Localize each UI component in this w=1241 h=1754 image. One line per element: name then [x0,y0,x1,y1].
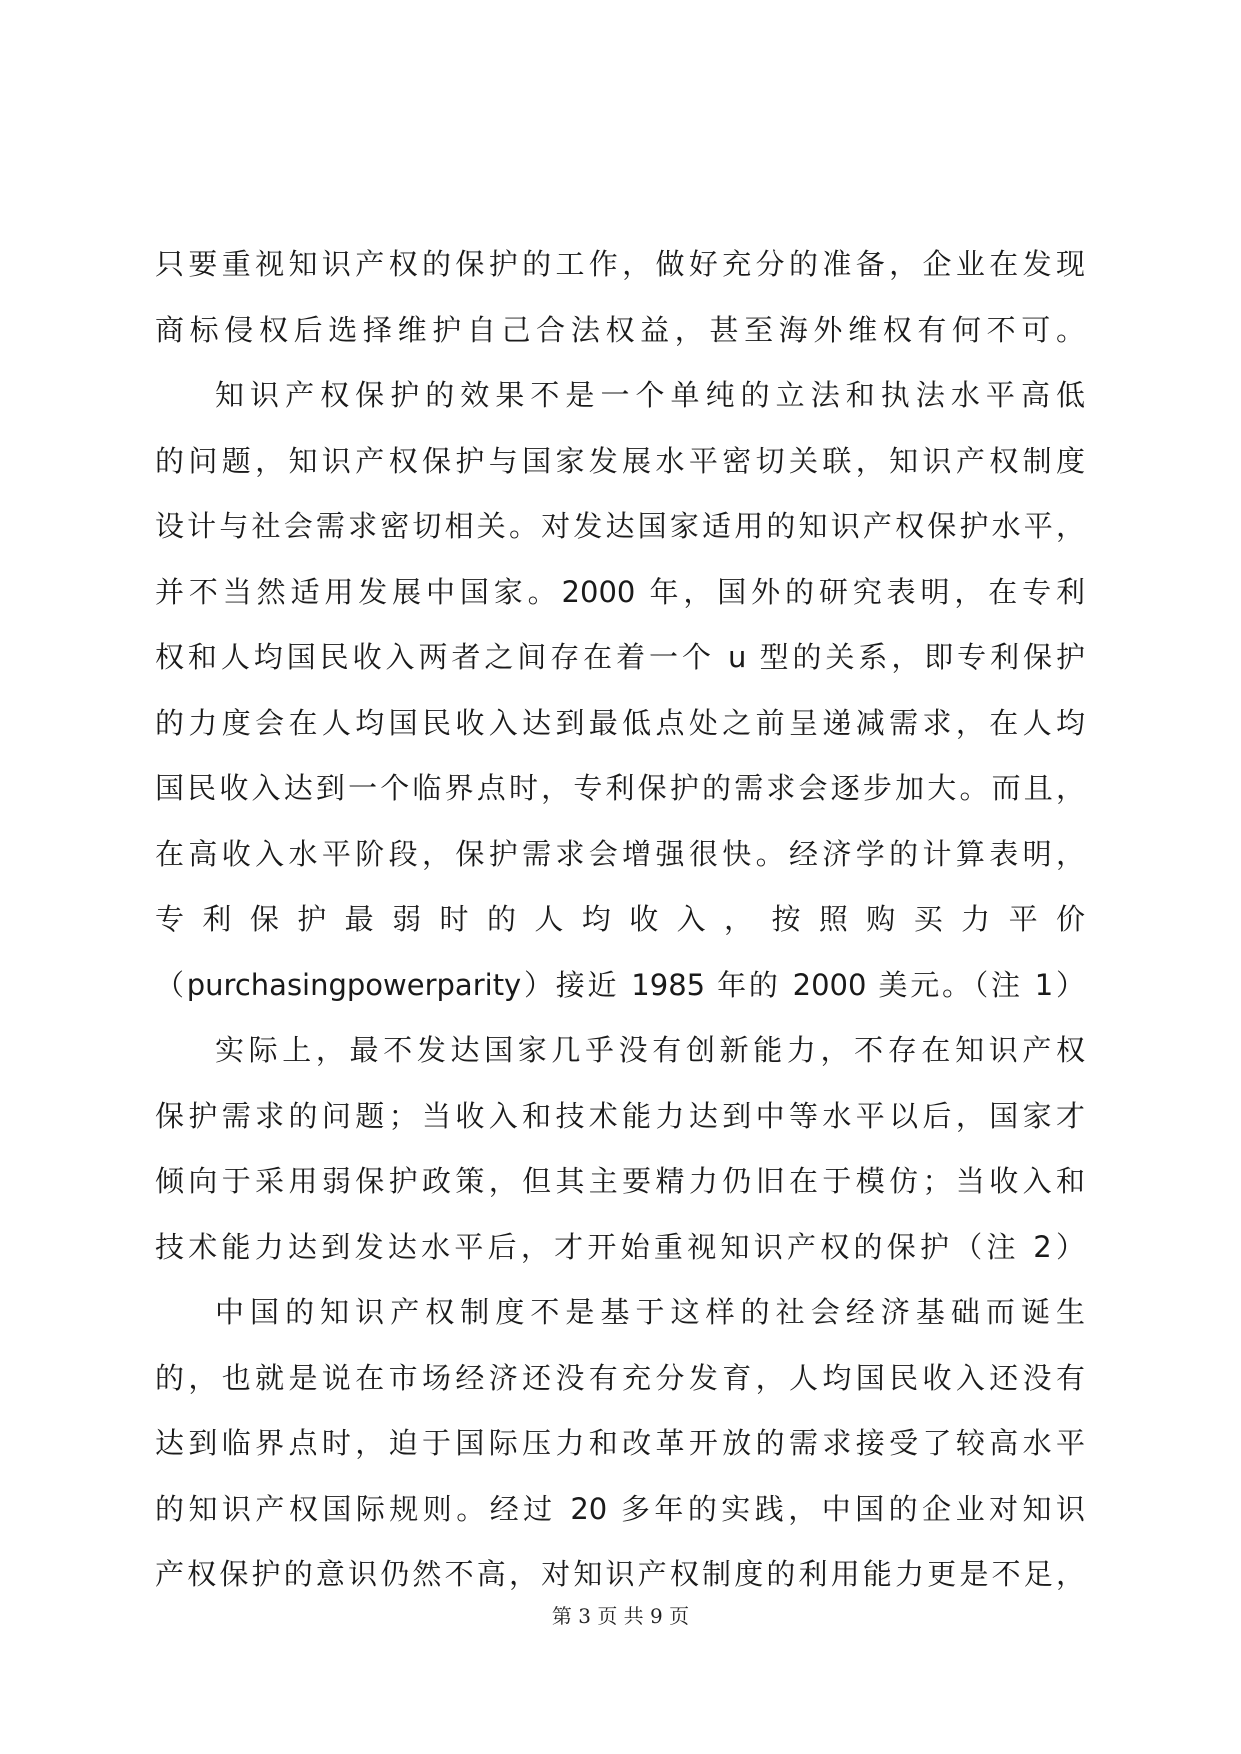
text-line: 达到临界点时，迫于国际压力和改革开放的需求接受了较高水平 [155,1426,1085,1460]
document-body [155,232,1085,1608]
text-line: 倾向于采用弱保护政策，但其主要精力仍旧在于模仿；当收入和 [155,1164,1085,1198]
text-line: 只要重视知识产权的保护的工作，做好充分的准备，企业在发现 [155,247,1085,281]
paragraph-start-line: 中国的知识产权制度不是基于这样的社会经济基础而诞生 [215,1295,1085,1329]
text-line: 在高收入水平阶段，保护需求会增强很快。经济学的计算表明， [155,836,1085,871]
text-line: 权和人均国民收入两者之间存在着一个 u 型的关系，即专利保护 [155,640,1085,674]
text-line: 设计与社会需求密切相关。对发达国家适用的知识产权保护水平， [155,509,1085,543]
text-line: 并不当然适用发展中国家。2000 年，国外的研究表明，在专利 [155,574,1085,609]
paragraph-start-line: 实际上，最不发达国家几乎没有创新能力，不存在知识产权 [215,1033,1085,1067]
text-line: 保护需求的问题；当收入和技术能力达到中等水平以后，国家才 [155,1098,1085,1133]
text-line: 技术能力达到发达水平后，才开始重视知识产权的保护（注 2） [155,1229,1085,1264]
text-line: 国民收入达到一个临界点时，专利保护的需求会逐步加大。而且， [155,771,1085,805]
text-line: 的力度会在人均国民收入达到最低点处之前呈递减需求，在人均 [155,705,1085,740]
text-line: 商标侵权后选择维护自己合法权益，甚至海外维权有何不可。 [155,312,1085,347]
text-line: 的问题，知识产权保护与国家发展水平密切关联，知识产权制度 [155,443,1085,478]
text-line: 专利保护最弱时的人均收入，按照购买力平价 [155,902,1085,936]
page-number-footer: 第 3 页 共 9 页 [551,1604,690,1628]
text-line: 的，也就是说在市场经济还没有充分发育，人均国民收入还没有 [155,1360,1085,1395]
text-line: （purchasingpowerparity）接近 1985 年的 2000 美元。（注 1） [155,967,1085,1002]
text-line: 产权保护的意识仍然不高，对知识产权制度的利用能力更是不足， [155,1557,1085,1591]
text-line: 的知识产权国际规则。经过 20 多年的实践，中国的企业对知识 [155,1491,1085,1526]
paragraph-start-line: 知识产权保护的效果不是一个单纯的立法和执法水平高低 [215,378,1085,412]
